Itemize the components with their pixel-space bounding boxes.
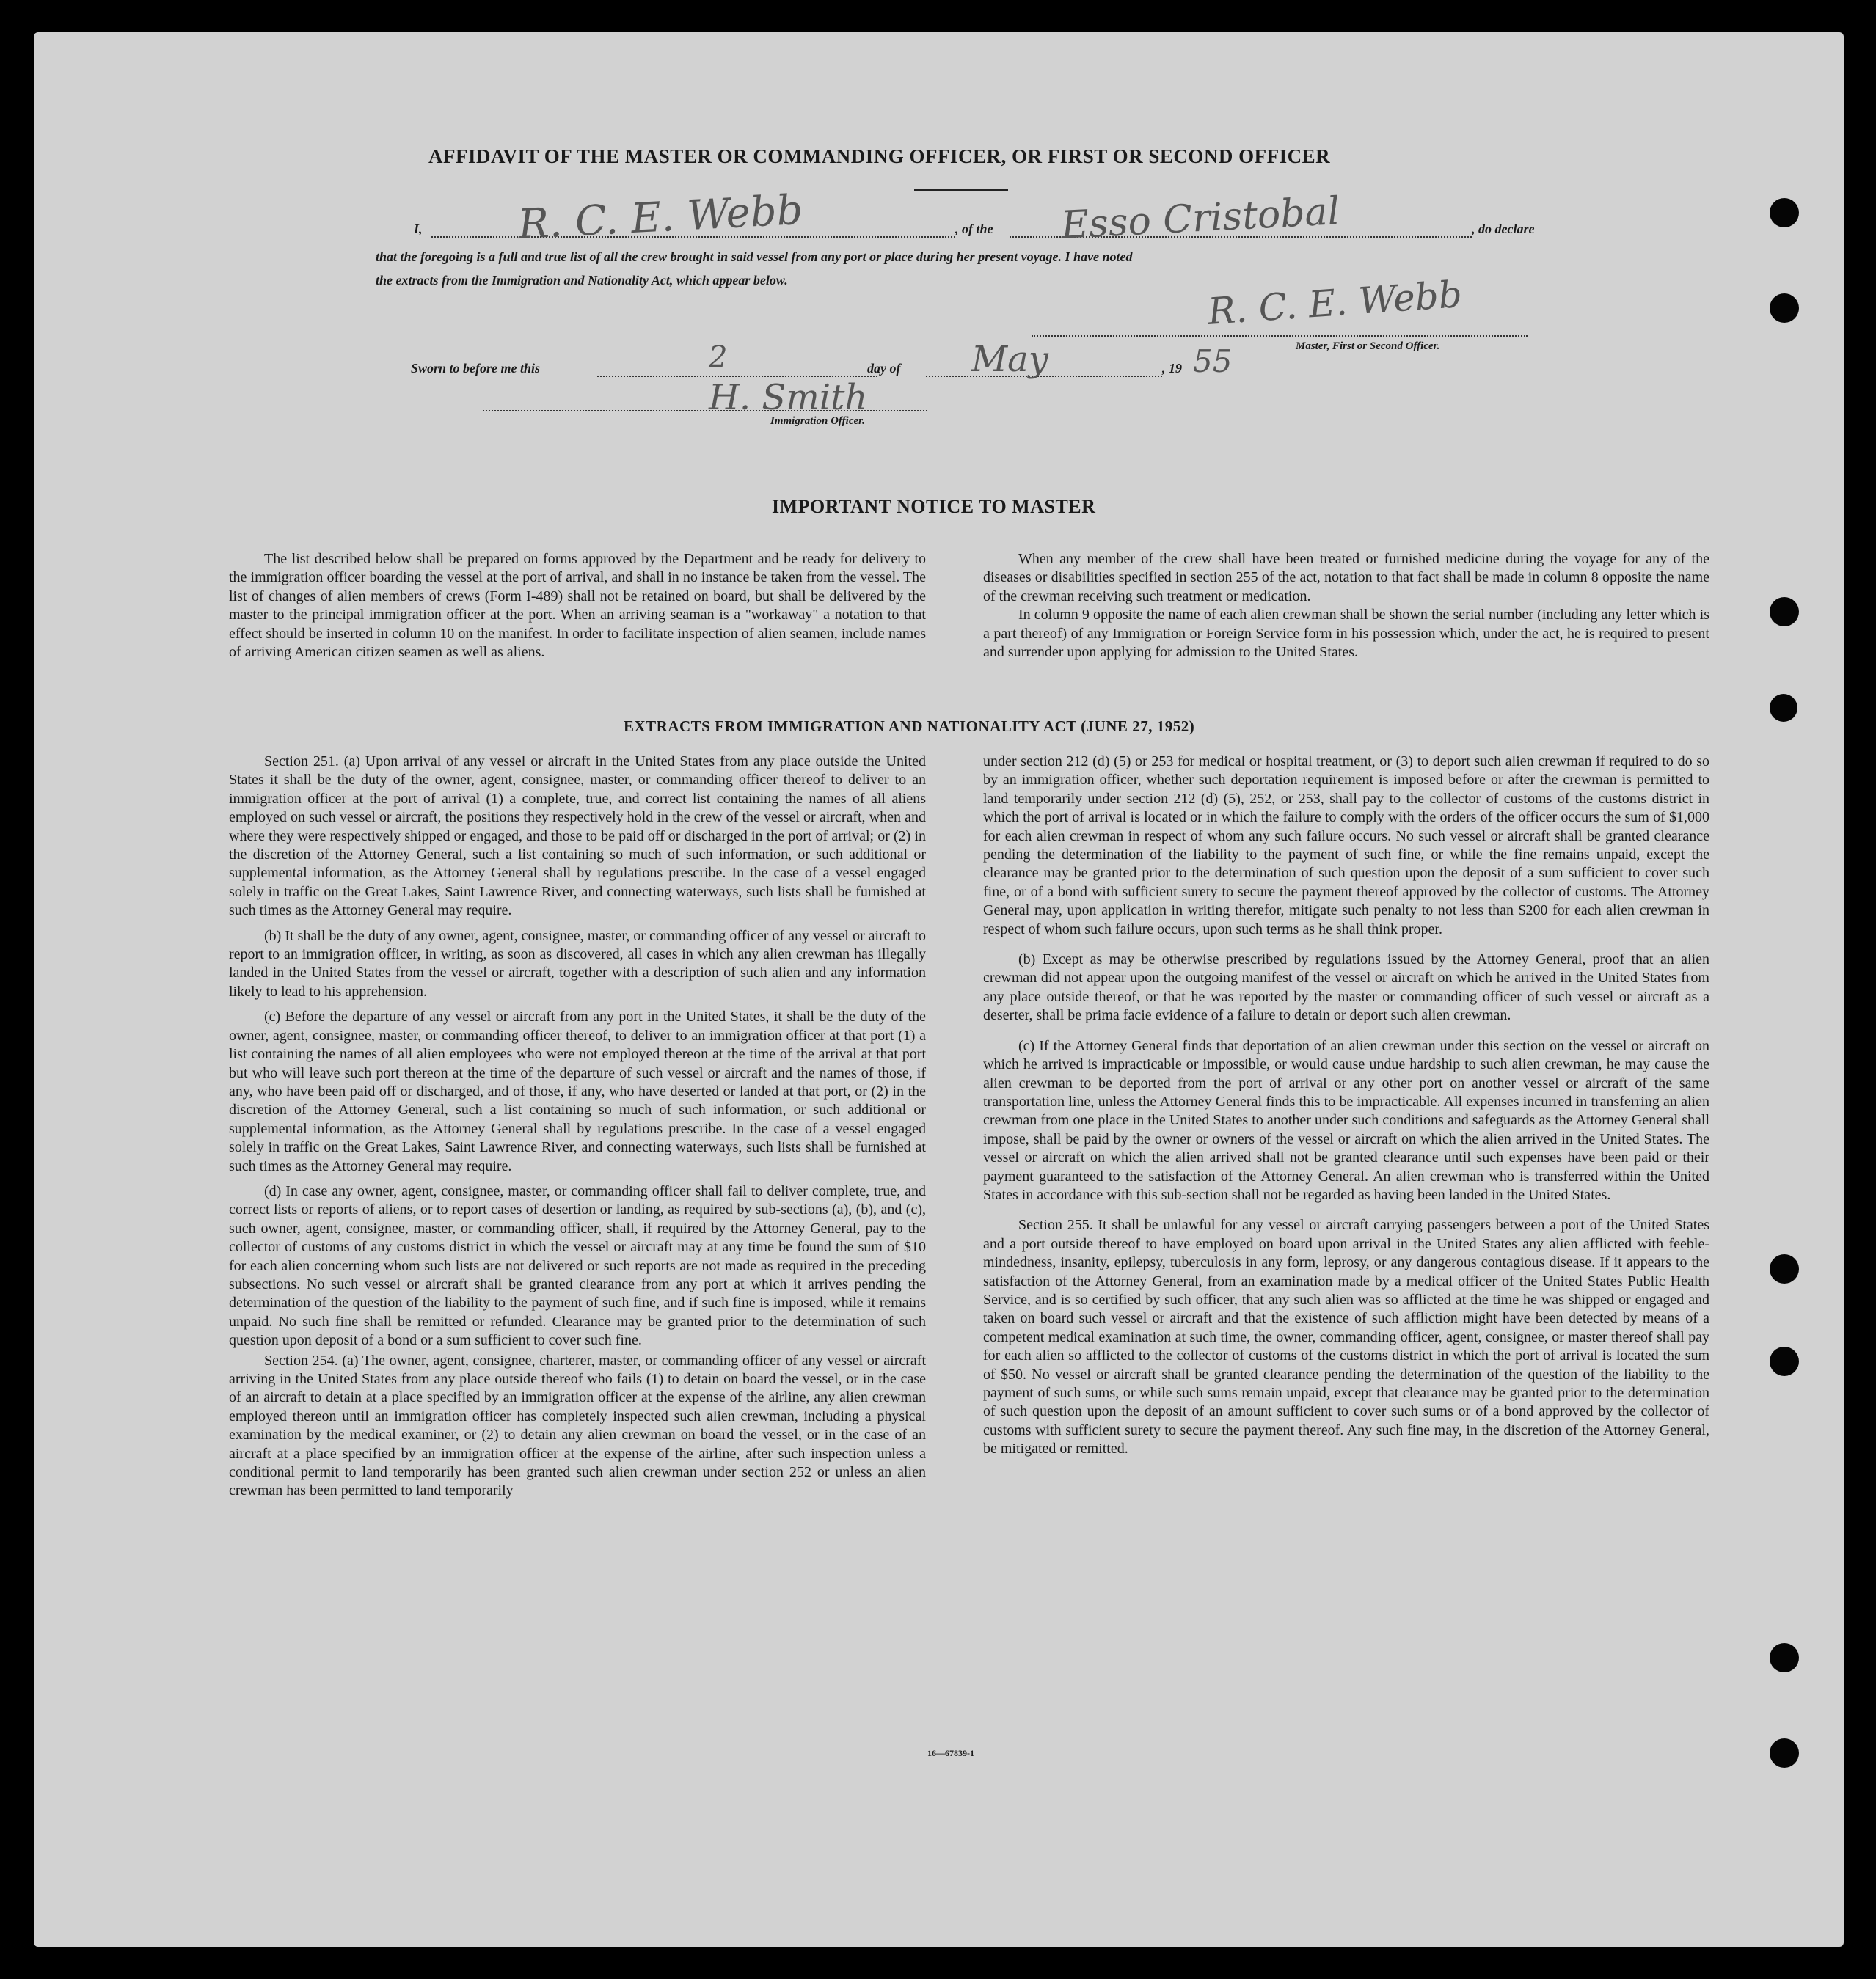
master-signature-caption: Master, First or Second Officer. — [1296, 340, 1440, 352]
binder-hole — [1770, 1254, 1799, 1284]
extracts-right-column — [983, 753, 1709, 1459]
binder-hole — [1770, 694, 1797, 722]
binder-hole — [1770, 597, 1799, 626]
master-name-handwritten: R. C. E. Webb — [517, 186, 804, 249]
declaration-line-2: the extracts from the Immigration and Nationality Act, which appear below. — [376, 273, 788, 288]
document-page — [34, 32, 1844, 1947]
notice-right-column — [983, 550, 1709, 662]
notice-left-column — [229, 550, 926, 662]
affidavit-title: AFFIDAVIT OF THE MASTER OR COMMANDING OFFICER, OR FIRST OR SECOND OFFICER — [428, 145, 1331, 167]
day-of-label: day of — [867, 361, 901, 376]
master-signature-line — [1032, 335, 1528, 337]
day-value: 2 — [709, 340, 728, 374]
form-code: 16—67839-1 — [927, 1748, 974, 1758]
section-254-c: (c) If the Attorney General finds that deportation of an alien crewman under this section on the vessel or aircraft on which he arrived is impracticable or impossible, or would cause undue hardship to such alien crewman, he may cause the alien crewman to be deported from the port of arrival or any other port on another vessel or aircraft of the same transportation line, unless the Attorney General finds this to be impracticable. All expenses incurred in transferring an alien crewman from one place in the United States to another under such conditions and safeguards as the Attorney General shall impose, shall be paid by the owner or owners of the vessel or aircraft on which the alien arrived in the United States. The vessel or aircraft on which the alien arrived shall not be granted clearance until such expenses have been paid or their payment guaranteed to the satisfaction of the Attorney General. An alien crewman who is transferred within the United States in accordance with this sub-section shall not be regarded as having been landed in the United States. — [983, 1037, 1709, 1203]
section-255: Section 255. It shall be unlawful for any vessel or aircraft carrying passengers between a port of the United States and a port outside thereof to have employed on board upon arrival in the United States any alien afflicted with feeble-mindedness, insanity, epilepsy, tuberculosis in any form, leprosy, or any dangerous contagious disease. If it appears to the satisfaction of the Attorney General, from an examination made by a medical officer of the United States Public Health Service, and is so certified by such officer, that any such alien was so afflicted at the time he was shipped or engaged and taken on board such vessel or aircraft and that the existence of such affliction might have been detected by means of a competent medical examination at such time, the owner, commanding officer, agent, consignee, or master thereof shall pay for each alien so afflicted to the collector of customs of the customs district in which the port of arrival is located the sum of $50. No vessel or aircraft shall be granted clearance pending the determination of the question of the liability to the payment of such sums, or while such sums remain unpaid, except that clearance may be granted prior to the determination of such question upon the deposit of an amount sufficient to cover such sums or of a bond approved by the collector of customs with sufficient surety to secure the payment thereof. Any such fine may, in the discretion of the Attorney General, be mitigated or remitted. — [983, 1217, 1709, 1457]
officer-caption: Immigration Officer. — [770, 415, 865, 427]
month-value: May — [971, 339, 1048, 380]
section-254-a: Section 254. (a) The owner, agent, consignee, charterer, master, or commanding officer of any vessel or aircraft arriving in the United States from any place outside thereof who fails (1) to detain on board the vessel, or in the case of an aircraft to detain at a place specified by an immigration officer at the expense of the airline, any alien crewman employed thereon until an immigration officer has completely inspected such alien crewman, including a physical examination by the medical examiner, or (2) to detain any alien crewman on board the vessel, or in the case of an aircraft at a place specified by an immigration officer at the expense of the airline, after such inspection unless a conditional permit to land temporarily has been granted such alien crewman under section 252 or unless an alien crewman has been permitted to land temporarily — [229, 1352, 926, 1499]
officer-signature-line — [483, 410, 927, 411]
year-prefix: , 19 — [1162, 361, 1182, 376]
officer-signature-handwritten: H. Smith — [709, 377, 868, 418]
section-251-d: (d) In case any owner, agent, consignee, master, or commanding officer shall fail to deliver complete, true, and correct lists or reports of aliens, or to report cases of desertion or landing, as required by sub-sections (a), (b), and (c), such owner, agent, consignee, master, or commanding officer, shall, if required by the Attorney General, pay to the collector of customs of any customs district in which the vessel or aircraft may at any time be found the sum of $10 for each alien concerning whom such lists are not delivered or such reports are not made as required in the preceding subsections. No such vessel or aircraft shall be granted clearance from any port at which it arrives pending the determination of the question of the liability to the payment of such fine, and if such fine is imposed, while it remains unpaid. No such fine shall be remitted or refunded. Clearance may be granted prior to the determination of such question upon deposit of a bond or a sum sufficient to cover such fine. — [229, 1182, 926, 1349]
binder-hole — [1770, 1347, 1799, 1376]
i-label: I, — [414, 222, 423, 236]
extracts-left-column — [229, 753, 926, 1501]
notice-left-paragraph: The list described below shall be prepared on forms approved by the Department and be ready for delivery to the immigration officer boarding the vessel at the port of arrival, and shall in no instance be taken from the vessel. The list of changes of alien members of crews (Form I-489) shall not be retained on board, but shall be delivered by the master to the principal immigration officer at the port. When an arriving seaman is a "workaway" a notation to that effect should be inserted in column 10 on the manifest. In order to facilitate inspection of alien seamen, include names of arriving American citizen seamen as well as aliens. — [229, 551, 926, 661]
notice-right-paragraph-1: When any member of the crew shall have been treated or furnished medicine during the voyage for any of the diseases or disabilities specified in section 255 of the act, notation to that fact shall be made in column 8 opposite the name of the crewman receiving such treatment or medication. — [983, 551, 1709, 604]
of-the-label: , of the — [955, 222, 993, 236]
notice-title: IMPORTANT NOTICE TO MASTER — [772, 496, 1096, 517]
do-declare-label: , do declare — [1472, 222, 1535, 236]
section-251-c: (c) Before the departure of any vessel or aircraft from any port in the United States, it shall be the duty of the owner, agent, consignee, master, or commanding officer thereof, to deliver to an immigration officer at that port (1) a list containing the names of all alien employees who were not employed thereon at the time of the arrival at that port but who will leave such port thereon at the time of the departure of such vessel or aircraft and the names of those, if any, who have been paid off or discharged, and of those, if any, who have deserted or landed at that port, or (2) in the discretion of the Attorney General, such a list containing so much of such information, or such additional or supplemental information, as the Attorney General shall by regulations prescribe. In the case of a vessel engaged solely in traffic on the Great Lakes, Saint Lawrence River, and connecting waterways, such lists shall be furnished at such times as the Attorney General may require. — [229, 1009, 926, 1174]
notice-right-paragraph-2: In column 9 opposite the name of each alien crewman shall be shown the serial number (including any letter which is a part thereof) of any Immigration or Foreign Service form in his possession which, under the act, he is required to present and surrender upon applying for admission to the United States. — [983, 607, 1709, 661]
declaration-line-1: that the foregoing is a full and true list of all the crew brought in said vessel from any port or place during her present voyage. I have noted — [376, 249, 1133, 264]
title-rule — [914, 189, 1008, 191]
extracts-title: EXTRACTS FROM IMMIGRATION AND NATIONALITY ACT (JUNE 27, 1952) — [624, 717, 1195, 735]
section-251-b: (b) It shall be the duty of any owner, agent, consignee, master, or commanding officer of any vessel or aircraft to report to an immigration officer, in writing, as soon as discovered, all cases in which any alien crewman has illegally landed in the United States from the vessel or aircraft, together with a description of such alien and any information likely to lead to his apprehension. — [229, 927, 926, 1000]
section-254-b: (b) Except as may be otherwise prescribed by regulations issued by the Attorney General, proof that an alien crewman did not appear upon the outgoing manifest of the vessel or aircraft on which he arrived in the United States from any place outside thereof, or that he was reported by the master or commanding officer of such vessel or aircraft as a deserter, shall be prima facie evidence of a failure to detain or deport such alien crewman. — [983, 951, 1709, 1024]
vessel-name-handwritten: Esso Cristobal — [1059, 189, 1341, 248]
section-254-a-continued: under section 212 (d) (5) or 253 for medical or hospital treatment, or (3) to deport such alien crewman if required to do so by an immigration officer, whether such deportation requirement is imposed before or after the crewman is permitted to land temporarily under section 212 (d) (5), 252, or 253, shall pay to the collector of customs of the customs district in which the port of arrival is located or in which the failure to comply with the orders of the officer occurs the sum of $1,000 for each alien crewman in respect of whom any such failure occurs. No such vessel or aircraft shall be granted clearance pending the determination of the liability to the payment of such fine, or while the fine remains unpaid, except the clearance may be granted prior to the determination of such question upon the deposit of a sum sufficient to cover such fine, or of a bond with sufficient surety to secure the payment thereof approved by the collector of customs. The Attorney General may, upon application in writing therefor, mitigate such penalty to not less than $200 for each alien crewman in respect of whom such failure occurs, upon such terms as he shall think proper. — [983, 753, 1709, 937]
section-251-a: Section 251. (a) Upon arrival of any vessel or aircraft in the United States from any place outside the United States it shall be the duty of the owner, agent, consignee, master, or commanding officer thereof to deliver to an immigration officer at the port of arrival (1) a complete, true, and correct list containing the names of all aliens employed on such vessel or aircraft, the positions they respectively hold in the crew of the vessel or aircraft, when and where they were respectively shipped or engaged, and those to be paid off or discharged in the port of arrival; or (2) in the discretion of the Attorney General, such a list containing so much of such information, or such additional or supplemental information, as the Attorney General shall by regulations prescribe. In the case of a vessel engaged solely in traffic on the Great Lakes, Saint Lawrence River, and connecting waterways, such lists shall be furnished at such times as the Attorney General may require. — [229, 753, 926, 919]
binder-hole — [1770, 198, 1799, 227]
binder-hole — [1770, 1738, 1799, 1768]
binder-hole — [1770, 1643, 1799, 1672]
sworn-label: Sworn to before me this — [411, 361, 541, 376]
year-value: 55 — [1193, 343, 1233, 379]
master-signature-handwritten: R. C. E. Webb — [1206, 272, 1464, 334]
binder-hole — [1770, 293, 1799, 323]
